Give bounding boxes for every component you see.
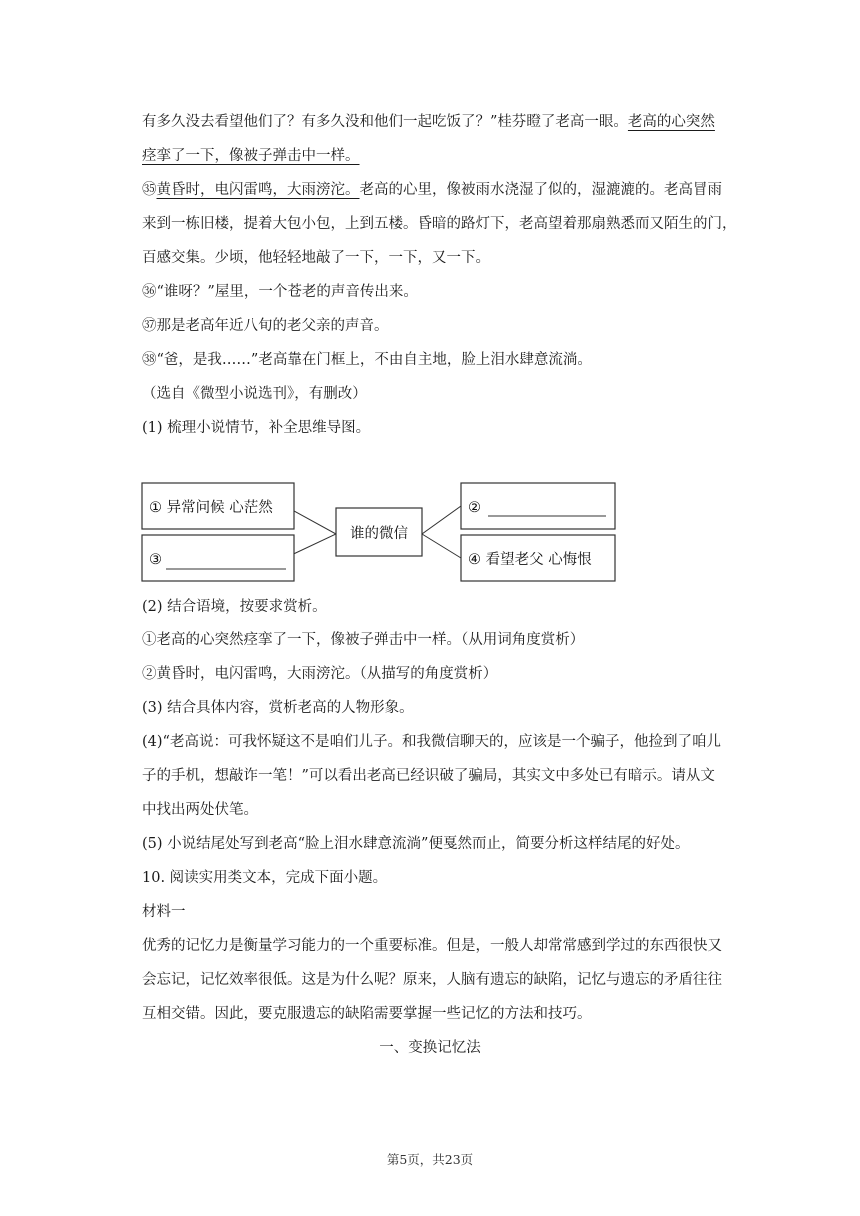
box-4-label: ④ 看望老父 心悔恨 — [468, 552, 592, 568]
box-1-label: ① 异常问候 心茫然 — [149, 500, 273, 516]
mind-map-box-3 — [142, 535, 294, 581]
question-4-line-1: (4)“老高说：可我怀疑这不是咱们儿子。和我微信聊天的，应该是一个骗子，他捡到了咱儿 — [142, 734, 721, 750]
paragraph-36: ㊱“谁呀？”屋里，一个苍老的声音传出来。 — [142, 284, 418, 300]
text-line: 来到一栋旧楼，提着大包小包，上到五楼。昏暗的路灯下，老高望着那扇熟悉而又陌生的门， — [142, 216, 737, 232]
text-line — [142, 112, 715, 132]
text-line — [142, 146, 360, 166]
material-line: 会忘记，记忆效率很低。这是为什么呢？原来，人脑有遗忘的缺陷，记忆与遗忘的矛盾往往 — [142, 972, 722, 988]
paragraph-37: ㊲那是老高年近八旬的老父亲的声音。 — [142, 318, 389, 334]
question-4-line-3: 中找出两处伏笔。 — [142, 802, 258, 818]
question-3: (3) 结合具体内容，赏析老高的人物形象。 — [142, 700, 414, 716]
paragraph-number: ㉟ — [142, 182, 157, 198]
material-line: 优秀的记忆力是衡量学习能力的一个重要标准。但是，一般人却常常感到学过的东西很快又 — [142, 938, 722, 954]
question-5: (5) 小说结尾处写到老高“脸上泪水肆意流淌”便戛然而止，简要分析这样结尾的好处。 — [142, 836, 690, 852]
question-4-line-2: 子的手机，想敲诈一笔！”可以看出老高已经识破了骗局，其实文中多处已有暗示。请从文 — [142, 768, 715, 784]
material-label: 材料一 — [142, 904, 186, 920]
text-line: 百感交集。少顷，他轻轻地敲了一下，一下，又一下。 — [142, 250, 490, 266]
question-10-heading: 10. 阅读实用类文本，完成下面小题。 — [142, 870, 388, 886]
mind-map — [140, 480, 620, 584]
underlined-sentence: 老高的心突然 — [627, 114, 715, 130]
text-segment: 有多久没去看望他们了？有多久没和他们一起吃饭了？”桂芬瞪了老高一眼。 — [142, 114, 628, 130]
question-2-item-2: ②黄昏时，电闪雷鸣，大雨滂沱。（从描写的角度赏析） — [142, 666, 498, 682]
underlined-sentence: 黄昏时，电闪雷鸣，大雨滂沱。 — [156, 182, 360, 198]
paragraph-35 — [142, 180, 722, 200]
text-segment: 老高的心里，像被雨水浇湿了似的，湿漉漉的。老高冒雨 — [359, 182, 722, 198]
mind-map-box-2 — [461, 483, 615, 529]
source-note: （选自《微型小说选刊》，有删改） — [142, 386, 367, 402]
box-3-label: ③ — [149, 552, 162, 568]
section-subheading: 一、变换记忆法 — [379, 1040, 481, 1056]
question-1: (1) 梳理小说情节，补全思维导图。 — [142, 420, 371, 436]
center-label: 谁的微信 — [350, 526, 408, 542]
question-2: (2) 结合语境，按要求赏析。 — [142, 599, 327, 615]
box-2-label: ② — [468, 500, 481, 516]
paragraph-38: ㊳“爸，是我……”老高靠在门框上，不由自主地，脸上泪水肆意流淌。 — [142, 352, 592, 368]
question-2-item-1: ①老高的心突然痉挛了一下，像被子弹击中一样。（从用词角度赏析） — [142, 632, 585, 648]
page-footer: 第5页，共23页 — [386, 1152, 474, 1167]
underlined-sentence: 痉挛了一下，像被子弹击中一样。 — [142, 148, 360, 164]
material-line: 互相交错。因此，要克服遗忘的缺陷需要掌握一些记忆的方法和技巧。 — [142, 1006, 592, 1022]
right-connector — [422, 506, 461, 558]
